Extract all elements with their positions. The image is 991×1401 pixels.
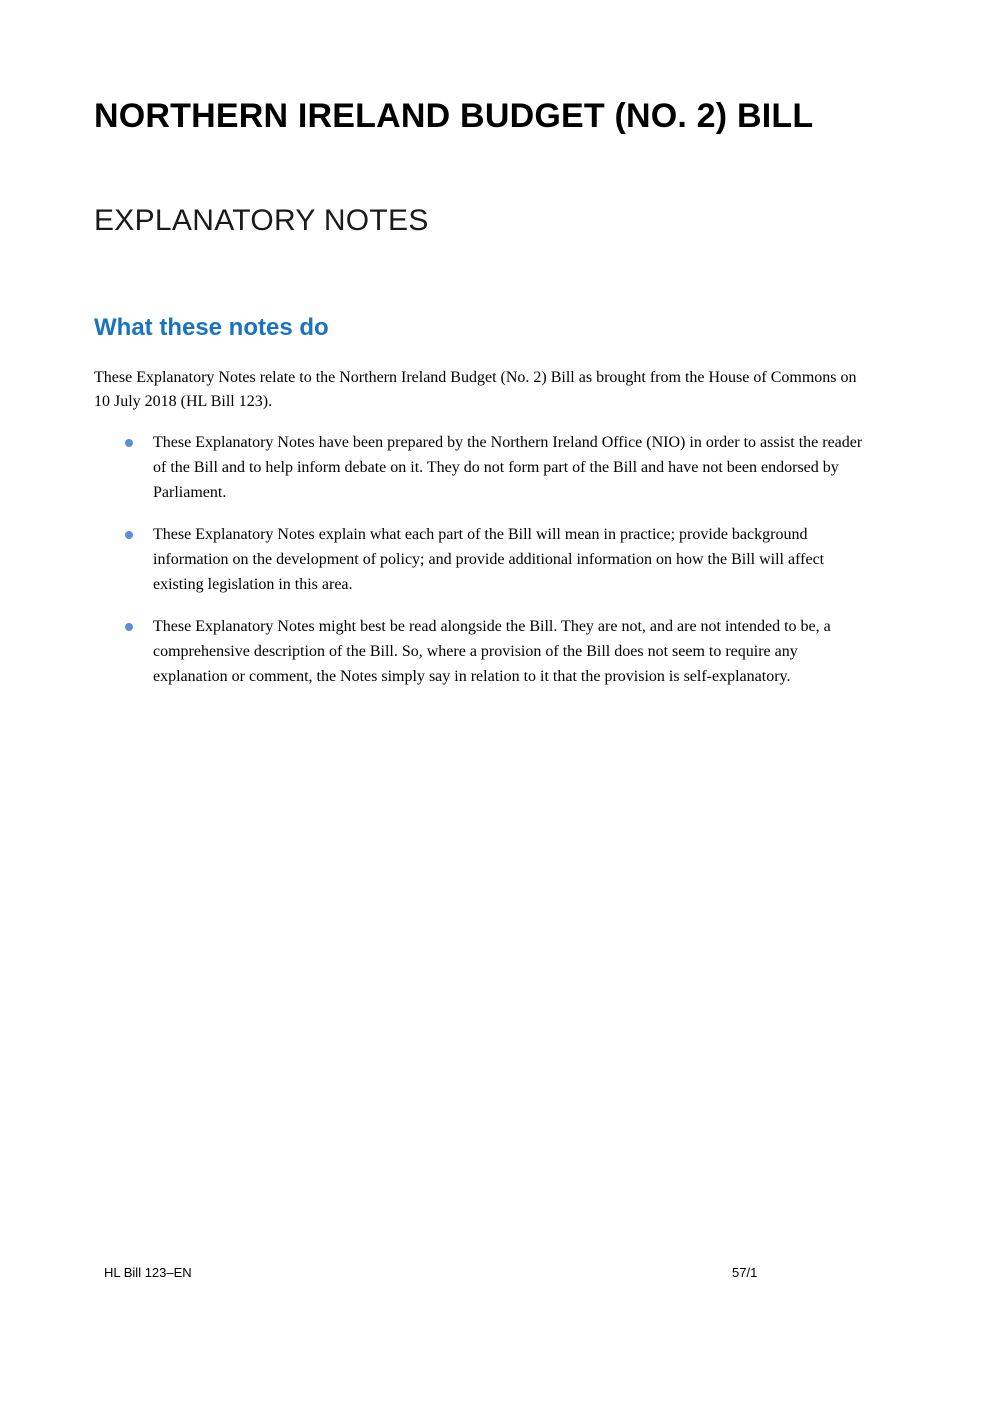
- document-subtitle: EXPLANATORY NOTES: [94, 204, 429, 237]
- list-item: [94, 430, 864, 505]
- bullet-dot-icon: [125, 531, 133, 539]
- bullet-text: These Explanatory Notes might best be read alongside the Bill. They are not, and are not intended to be, a comprehensive description of the Bill. So, where a provision of the Bill does not seem to require any explanation or comment, the Notes simply say in relation to it that the provision is self-explanatory.: [153, 618, 831, 685]
- list-item: [94, 614, 864, 689]
- list-item: [94, 522, 864, 597]
- bullet-dot-icon: [125, 623, 133, 631]
- section-heading: What these notes do: [94, 314, 329, 341]
- bullet-text: These Explanatory Notes have been prepared by the Northern Ireland Office (NIO) in order to assist the reader of the Bill and to help inform debate on it. They do not form part of the Bill and have not been endorsed by Parliament.: [153, 434, 863, 501]
- intro-paragraph: These Explanatory Notes relate to the Northern Ireland Budget (No. 2) Bill as brought from the House of Commons on 10 July 2018 (HL Bill 123).: [94, 369, 857, 410]
- footer-bill-reference: HL Bill 123–EN: [104, 1265, 192, 1280]
- bullet-text: These Explanatory Notes explain what each part of the Bill will mean in practice; provide background information on the development of policy; and provide additional information on how the Bill will affect existing legislation in this area.: [153, 526, 825, 593]
- bullet-list: [94, 430, 864, 706]
- bullet-dot-icon: [125, 439, 133, 447]
- document-title: NORTHERN IRELAND BUDGET (NO. 2) BILL: [94, 97, 814, 135]
- footer-page-code: 57/1: [732, 1265, 758, 1280]
